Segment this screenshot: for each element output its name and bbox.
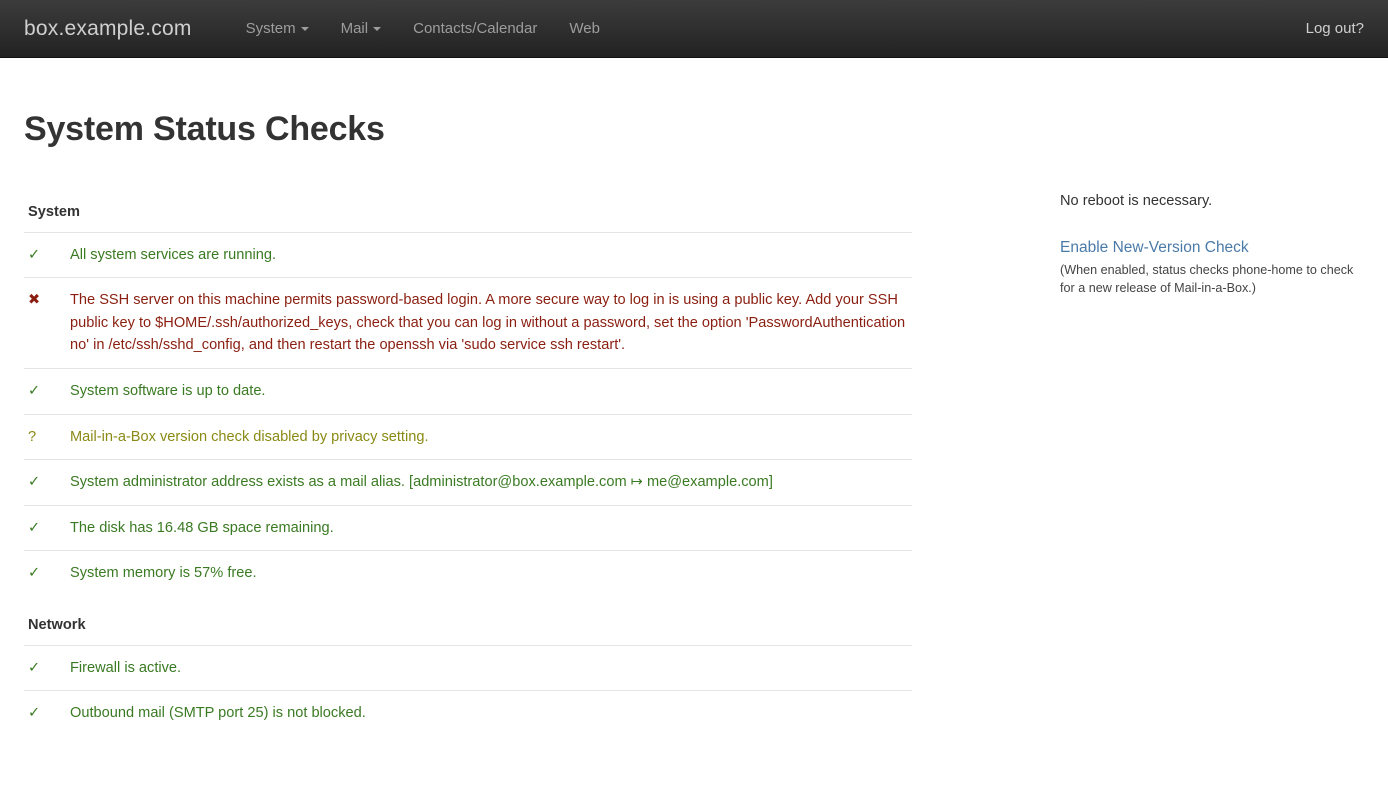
table-row [24, 645, 912, 691]
section-header-row [24, 596, 912, 645]
status-text: All system services are running. [66, 232, 912, 278]
nav-item-web[interactable]: Web [569, 19, 600, 37]
sidebar-column [912, 183, 1364, 736]
reboot-status-text: No reboot is necessary. [1060, 193, 1213, 209]
status-icon-check: ✓ [24, 505, 66, 551]
chevron-down-icon [301, 27, 309, 31]
status-icon-question: ? [24, 414, 66, 460]
status-checks-column [24, 183, 912, 736]
status-icon-check: ✓ [24, 369, 66, 415]
nav-item-contacts-calendar[interactable]: Contacts/Calendar [413, 19, 538, 37]
table-row [24, 505, 912, 551]
table-row [24, 551, 912, 596]
table-row [24, 691, 912, 736]
status-text: System administrator address exists as a mail alias. [administrator@box.example.com ↦ me@example.com] [66, 460, 912, 506]
enable-new-version-check-note: (When enabled, status checks phone-home to check for a new release of Mail-in-a-Box.) [1060, 262, 1354, 296]
section-title-network: Network [28, 617, 86, 634]
table-row [24, 460, 912, 506]
enable-new-version-check-link[interactable]: Enable New-Version Check [1060, 238, 1249, 256]
table-row [24, 414, 912, 460]
logout-link[interactable]: Log out? [1305, 20, 1364, 37]
table-row [24, 369, 912, 415]
brand-link[interactable]: box.example.com [24, 16, 192, 40]
status-icon-check: ✓ [24, 645, 66, 691]
status-text: Firewall is active. [66, 645, 912, 691]
nav-item-system-label: System [245, 19, 296, 37]
status-text: Mail-in-a-Box version check disabled by privacy setting. [66, 414, 912, 460]
content-columns [24, 183, 1364, 736]
nav-items [230, 0, 616, 58]
status-text: System software is up to date. [66, 369, 912, 415]
status-icon-error: ✖ [24, 278, 66, 369]
status-checks-table [24, 183, 912, 736]
status-icon-check: ✓ [24, 232, 66, 278]
nav-item-mail[interactable] [325, 0, 398, 58]
status-icon-check: ✓ [24, 551, 66, 596]
status-icon-check: ✓ [24, 460, 66, 506]
table-row [24, 278, 912, 369]
status-text: The SSH server on this machine permits password-based login. A more secure way to log in is using a public key. Add your SSH public key to $HOME/.ssh/authorized_keys, check that you can log in without a password, set the option 'PasswordAuthentication no' in /etc/ssh/sshd_config, and then restart the openssh via 'sudo service ssh restart'. [66, 278, 912, 369]
top-navbar [0, 0, 1388, 58]
status-text: System memory is 57% free. [66, 551, 912, 596]
status-icon-check: ✓ [24, 691, 66, 736]
section-header-row [24, 183, 912, 232]
page-body [0, 110, 1388, 736]
navbar-right [1306, 0, 1364, 58]
status-text: Outbound mail (SMTP port 25) is not blocked. [66, 691, 912, 736]
chevron-down-icon [373, 27, 381, 31]
table-row [24, 232, 912, 278]
nav-item-system[interactable] [230, 0, 325, 58]
page-title: System Status Checks [24, 110, 385, 148]
status-text: The disk has 16.48 GB space remaining. [66, 505, 912, 551]
nav-item-mail-label: Mail [340, 19, 369, 37]
section-title-system: System [28, 204, 80, 220]
